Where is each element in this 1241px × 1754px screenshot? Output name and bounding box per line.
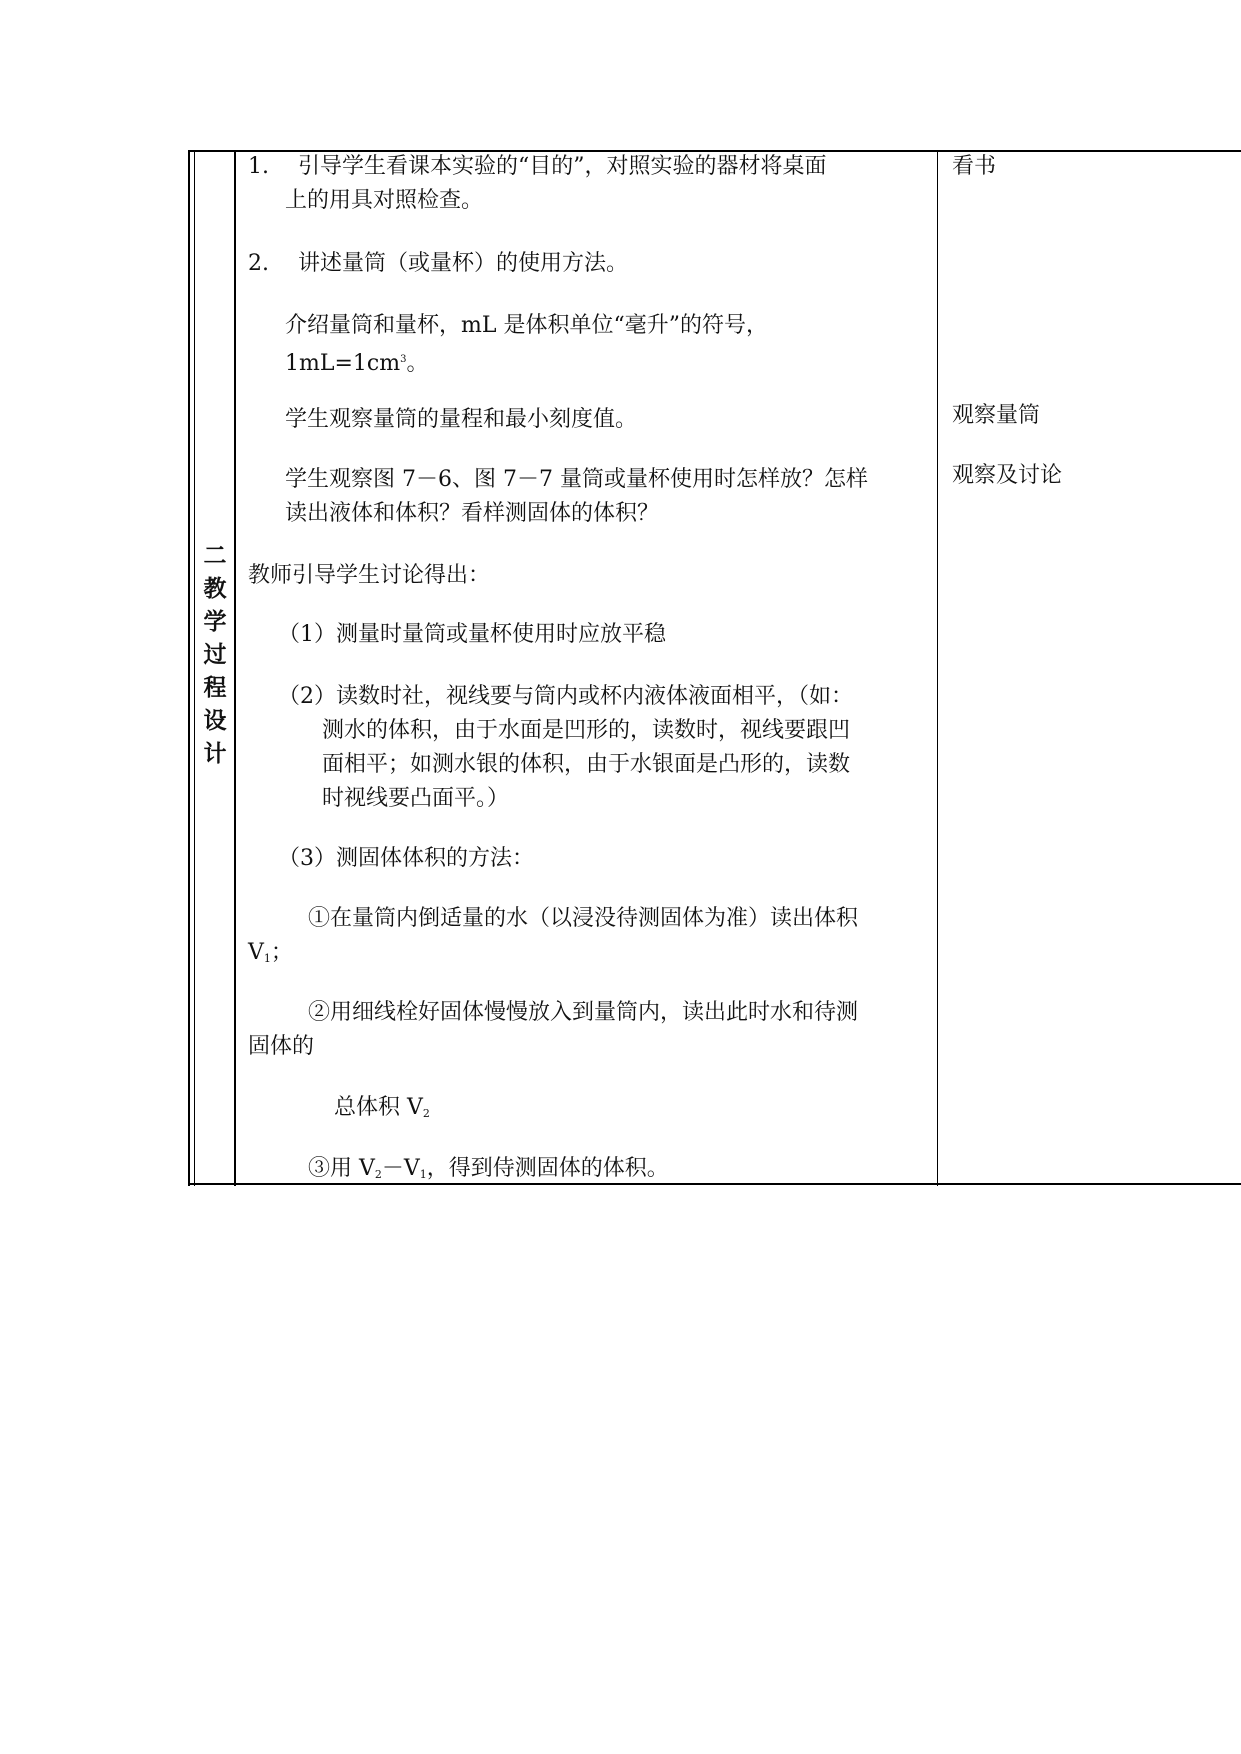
- point-3: （3）测固体体积的方法：: [278, 846, 534, 871]
- step-1: [248, 150, 827, 184]
- subscript: 1: [263, 952, 271, 965]
- intro-line-2: [285, 343, 428, 381]
- section-label: 二教学过程设计: [203, 543, 227, 767]
- activity-read-book: 看书: [952, 154, 997, 179]
- point-2-line-1: （2）读数时社，视线要与筒内或杯内液体液面相平，（如：: [278, 684, 853, 709]
- subscript: 2: [422, 1107, 430, 1120]
- intro-line-1: 介绍量筒和量杯，mL 是体积单位“毫升”的符号，: [285, 313, 768, 338]
- unit-equation: 1mL=1cm: [285, 351, 401, 376]
- point-2-line-4: 时视线要凸面平。）: [322, 786, 510, 811]
- table-left-double-border: [188, 150, 195, 1186]
- total-volume-text: 总体积 V: [334, 1095, 423, 1120]
- minus-volume: －V: [381, 1156, 420, 1181]
- punctuation: ；: [270, 940, 293, 965]
- method-1-line-1: ①在量筒内倒适量的水（以浸没待测固体为准）读出体积: [308, 906, 859, 931]
- activity-observe-cylinder: 观察量筒: [952, 403, 1041, 428]
- volume-symbol: V: [248, 940, 264, 965]
- method-3-text: ③用 V: [308, 1156, 375, 1181]
- method-2-total: [334, 1091, 430, 1131]
- method-2-line-2: 固体的: [248, 1034, 315, 1059]
- point-2-line-2: 测水的体积，由于水面是凹形的，读数时，视线要跟凹: [322, 718, 851, 743]
- step-1-text: 引导学生看课本实验的“目的”，对照实验的器材将桌面: [298, 154, 827, 179]
- method-3-result: ，得到侍测固体的体积。: [426, 1156, 669, 1181]
- step-2-number: 2.: [248, 251, 269, 276]
- point-1: （1）测量时量筒或量杯使用时应放平稳: [278, 622, 666, 647]
- observe-figure-line-1: 学生观察图 7－6、图 7－7 量筒或量杯使用时怎样放？怎样: [285, 467, 868, 492]
- table-column-divider-2: [937, 150, 938, 1186]
- subscript: 1: [419, 1168, 427, 1181]
- method-1-line-2: [248, 936, 293, 976]
- punctuation: 。: [406, 351, 429, 376]
- point-2-line-3: 面相平；如测水银的体积，由于水银面是凸形的，读数: [322, 752, 851, 777]
- observe-figure-line-2: 读出液体和体积？看样测固体的体积？: [285, 501, 660, 526]
- subscript: 2: [374, 1168, 382, 1181]
- activity-observe-discuss: 观察及讨论: [952, 463, 1063, 488]
- method-2-line-1: ②用细线栓好固体慢慢放入到量筒内，读出此时水和待测: [308, 1000, 859, 1025]
- step-1-number: 1.: [248, 154, 269, 179]
- step-2: [248, 247, 628, 281]
- observe-range: 学生观察量筒的量程和最小刻度值。: [285, 407, 638, 432]
- step-1-continued: 上的用具对照检查。: [285, 188, 484, 213]
- table-column-divider-1: [234, 150, 236, 1186]
- method-3: [308, 1152, 669, 1192]
- lesson-table: [188, 150, 1241, 1186]
- step-2-text: 讲述量筒（或量杯）的使用方法。: [298, 251, 629, 276]
- superscript: 3: [400, 354, 407, 365]
- teacher-guidance: 教师引导学生讨论得出：: [248, 563, 491, 588]
